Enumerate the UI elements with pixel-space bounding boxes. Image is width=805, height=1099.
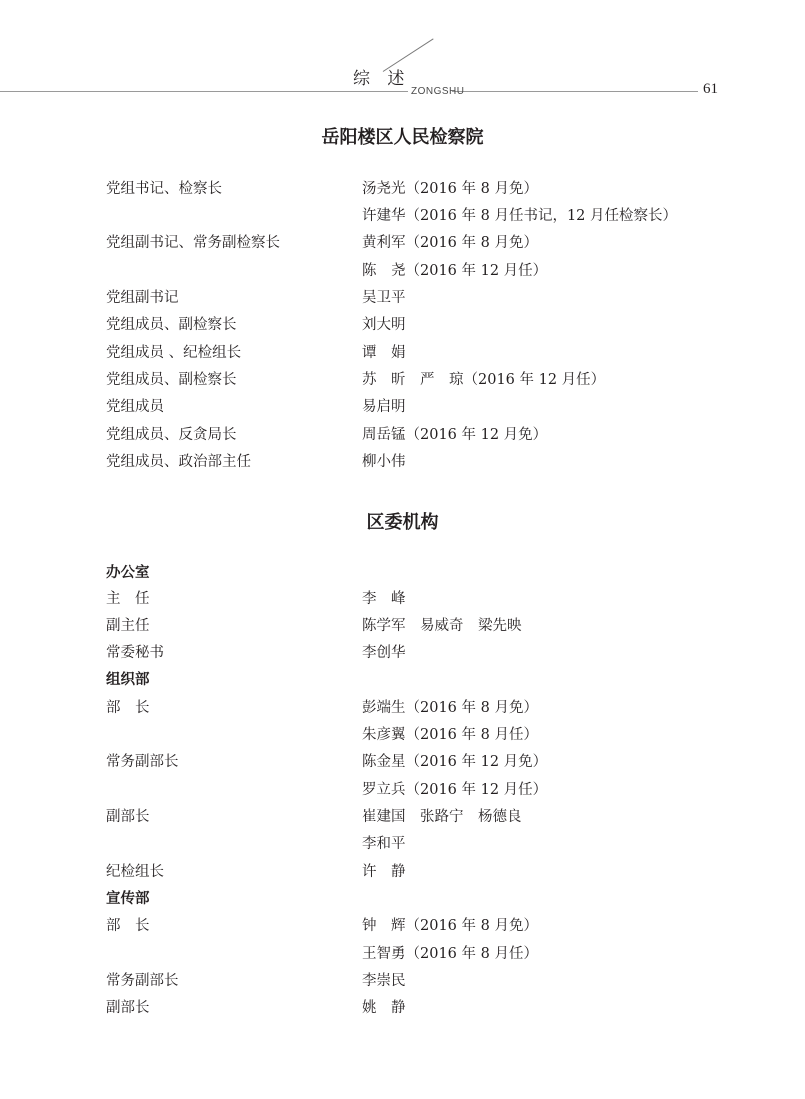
table-row	[0, 750, 805, 770]
position-label: 副主任	[106, 618, 150, 634]
person-names: 李崇民	[362, 973, 406, 989]
person-names: 谭 娟	[362, 345, 406, 361]
table-row	[0, 450, 805, 470]
running-header-pinyin: ZONGSHU	[411, 86, 465, 97]
position-label: 党组成员、反贪局长	[106, 427, 237, 443]
table-row	[0, 231, 805, 251]
table-row	[0, 942, 805, 962]
position-label: 党组副书记、常务副检察长	[106, 235, 280, 251]
table-row	[0, 969, 805, 989]
person-names: 李和平	[362, 836, 406, 852]
position-label: 常务副部长	[106, 973, 179, 989]
person-names: 王智勇（2016 年 8 月任）	[362, 946, 538, 962]
position-label: 部 长	[106, 918, 150, 934]
position-label: 副部长	[106, 809, 150, 825]
table-row	[0, 914, 805, 934]
department-name: 宣传部	[106, 891, 150, 907]
person-names: 汤尧光（2016 年 8 月免）	[362, 181, 538, 197]
person-names: 易启明	[362, 399, 406, 415]
person-names: 李创华	[362, 645, 406, 661]
position-label: 纪检组长	[106, 864, 164, 880]
person-names: 吴卫平	[362, 290, 406, 306]
subsection-heading	[0, 561, 805, 581]
table-row	[0, 259, 805, 279]
subsection-heading	[0, 887, 805, 907]
section-title: 区委机构	[366, 512, 439, 533]
table-row	[0, 395, 805, 415]
table-row	[0, 996, 805, 1016]
table-row	[0, 723, 805, 743]
table-row	[0, 341, 805, 361]
position-label: 党组成员、政治部主任	[106, 454, 251, 470]
person-names: 黄利军（2016 年 8 月免）	[362, 235, 538, 251]
person-names: 周岳锰（2016 年 12 月免）	[362, 427, 548, 443]
position-label: 党组副书记	[106, 290, 179, 306]
person-names: 朱彦翼（2016 年 8 月任）	[362, 727, 538, 743]
person-names: 柳小伟	[362, 454, 406, 470]
table-row	[0, 177, 805, 197]
table-row	[0, 614, 805, 634]
department-name: 组织部	[106, 672, 150, 688]
person-names: 彭端生（2016 年 8 月免）	[362, 700, 538, 716]
person-names: 陈 尧（2016 年 12 月任）	[362, 263, 548, 279]
table-row	[0, 423, 805, 443]
running-header-section: 综 述	[353, 69, 411, 89]
table-row	[0, 204, 805, 224]
department-name: 办公室	[106, 565, 150, 581]
subsection-heading	[0, 668, 805, 688]
person-names: 李 峰	[362, 591, 406, 607]
position-label: 常委秘书	[106, 645, 164, 661]
section-title: 岳阳楼区人民检察院	[321, 127, 484, 148]
table-row	[0, 587, 805, 607]
table-row	[0, 778, 805, 798]
position-label: 常务副部长	[106, 754, 179, 770]
position-label: 党组成员 、纪检组长	[106, 345, 242, 361]
person-names: 罗立兵（2016 年 12 月任）	[362, 782, 548, 798]
person-names: 钟 辉（2016 年 8 月免）	[362, 918, 538, 934]
header-rule-left	[0, 91, 408, 92]
table-row	[0, 805, 805, 825]
position-label: 党组书记、检察长	[106, 181, 222, 197]
table-row	[0, 286, 805, 306]
person-names: 姚 静	[362, 1000, 406, 1016]
position-label: 党组成员、副检察长	[106, 317, 237, 333]
person-names: 陈金星（2016 年 12 月免）	[362, 754, 548, 770]
position-label: 党组成员、副检察长	[106, 372, 237, 388]
table-row	[0, 641, 805, 661]
position-label: 主 任	[106, 591, 150, 607]
person-names: 陈学军 易威奇 梁先映	[362, 618, 522, 634]
person-names: 许建华（2016 年 8 月任书记，12 月任检察长）	[362, 208, 678, 224]
table-row	[0, 313, 805, 333]
position-label: 党组成员	[106, 399, 164, 415]
position-label: 部 长	[106, 700, 150, 716]
person-names: 崔建国 张路宁 杨德良	[362, 809, 522, 825]
header-rule-right	[452, 91, 698, 92]
position-label: 副部长	[106, 1000, 150, 1016]
person-names: 许 静	[362, 864, 406, 880]
table-row	[0, 832, 805, 852]
table-row	[0, 696, 805, 716]
person-names: 刘大明	[362, 317, 406, 333]
page-number: 61	[703, 81, 718, 97]
person-names: 苏 昕 严 琼（2016 年 12 月任）	[362, 372, 606, 388]
table-row	[0, 860, 805, 880]
table-row	[0, 368, 805, 388]
